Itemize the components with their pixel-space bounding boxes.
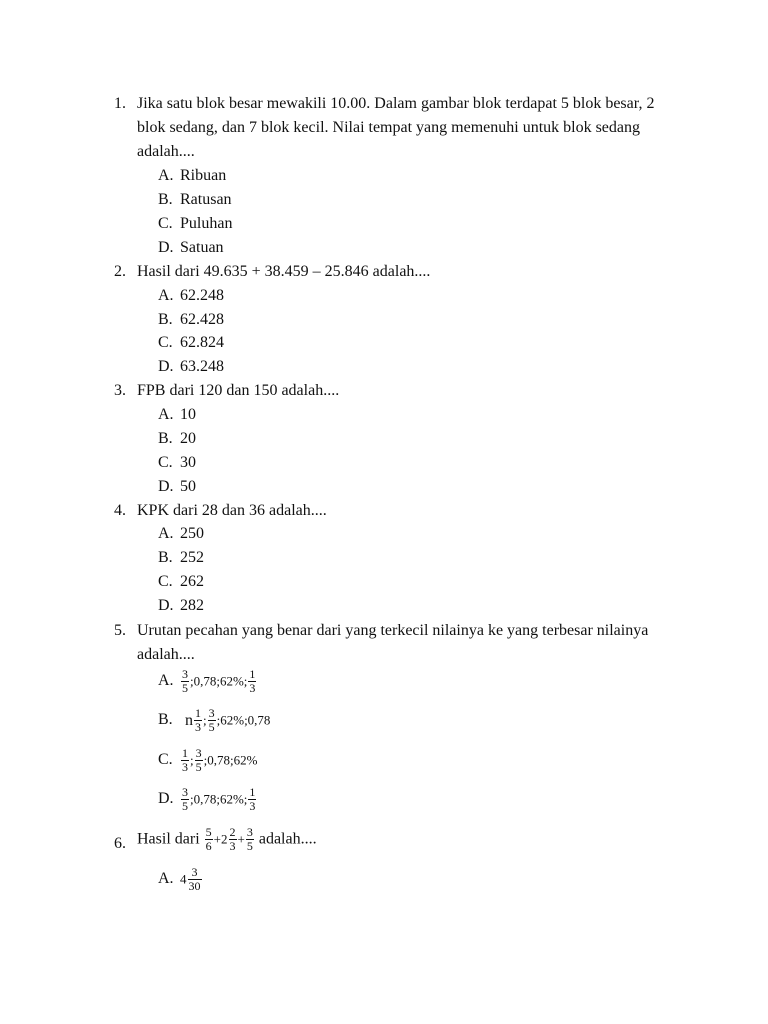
- option-text: Satuan: [180, 239, 224, 256]
- option-sequence-text: ;: [190, 752, 194, 768]
- question-text: KPK dari 28 dan 36 adalah....: [137, 502, 327, 519]
- option-b: [158, 308, 224, 332]
- fraction: $\frac{1}{3}$: [195, 706, 201, 734]
- question-text: FPB dari 120 dan 150 adalah....: [137, 382, 340, 399]
- option-text: 62.248: [180, 287, 224, 304]
- fraction: $\frac{1}{3}$: [182, 746, 188, 774]
- option-b: [158, 188, 232, 212]
- fraction: $\frac{3}{5}$: [182, 785, 188, 813]
- option-label: C.: [158, 215, 173, 232]
- option-c: [158, 212, 232, 236]
- question-number: 4.: [114, 502, 126, 519]
- fraction: $\frac{1}{3}$: [249, 785, 256, 813]
- option-text: 30: [180, 454, 196, 471]
- option-d: [158, 475, 196, 499]
- fraction: $\frac{3}{30}$: [188, 865, 201, 893]
- question-number: 1.: [114, 95, 126, 112]
- operator: +2: [213, 831, 228, 847]
- option-label: A.: [158, 525, 174, 542]
- option-d: [158, 236, 224, 260]
- option-sequence-text: ;0,78;62%;: [190, 791, 248, 807]
- option-a: [158, 866, 203, 893]
- option-c: [158, 747, 257, 774]
- question-text-end: adalah....: [258, 830, 317, 848]
- option-label: C.: [158, 454, 173, 471]
- option-label: B.: [158, 430, 173, 447]
- option-sequence-text: ;: [203, 712, 207, 728]
- option-b: [158, 707, 270, 734]
- option-a: [158, 284, 224, 308]
- option-text: 62.428: [180, 311, 224, 328]
- question-text: Hasil dari: [137, 830, 200, 848]
- question-text: Urutan pecahan yang benar dari yang terkecil nilainya ke yang terbesar nilainya adalah....: [137, 622, 649, 663]
- option-b: [158, 427, 196, 451]
- option-label: D.: [158, 597, 174, 614]
- option-text: 50: [180, 478, 196, 495]
- option-label: B.: [158, 191, 173, 208]
- option-text: 250: [180, 525, 204, 542]
- fraction: $\frac{5}{6}$: [205, 825, 212, 853]
- option-text: 262: [180, 573, 204, 590]
- option-d: [158, 355, 224, 379]
- option-label: B.: [158, 311, 173, 328]
- option-text: Ratusan: [180, 191, 232, 208]
- option-d: [158, 786, 257, 813]
- question-expression: [137, 826, 677, 853]
- option-d: [158, 594, 204, 618]
- option-a: [158, 522, 204, 546]
- option-label: D.: [158, 478, 174, 495]
- fraction: $\frac{1}{3}$: [249, 667, 256, 695]
- option-a: [158, 668, 257, 695]
- option-label: B.: [158, 549, 173, 566]
- fraction: $\frac{3}{5}$: [246, 825, 253, 853]
- option-a: [158, 164, 226, 188]
- question-text: Jika satu blok besar mewakili 10.00. Dalam gambar blok terdapat 5 blok besar, 2 blok sedang, dan 7 blok kecil. Nilai tempat yang memenuhi untuk blok sedang adalah....: [137, 95, 655, 160]
- option-label: A.: [158, 870, 174, 888]
- mixed-whole: 4: [180, 871, 187, 887]
- operator: +: [237, 831, 245, 847]
- option-label: A.: [158, 672, 174, 690]
- option-sequence-text: ;0,78;62%;: [190, 673, 248, 689]
- question-number: 3.: [114, 382, 126, 399]
- option-label: A.: [158, 287, 174, 304]
- option-label: C.: [158, 334, 173, 351]
- option-c: [158, 331, 224, 355]
- question-number: 5.: [114, 622, 126, 639]
- option-text: Puluhan: [180, 215, 233, 232]
- option-a: [158, 403, 196, 427]
- option-label: D.: [158, 790, 174, 808]
- fraction: $\frac{3}{5}$: [182, 667, 188, 695]
- option-prefix: n: [185, 711, 193, 729]
- option-sequence-tail: ;62%;0,78: [216, 712, 271, 728]
- option-sequence-tail: ;0,78;62%: [203, 752, 258, 768]
- question-text: Hasil dari 49.635 + 38.459 – 25.846 adalah....: [137, 263, 431, 280]
- option-text: 62.824: [180, 334, 224, 351]
- question-number: 2.: [114, 263, 126, 280]
- option-label: D.: [158, 239, 174, 256]
- option-text: 63.248: [180, 358, 224, 375]
- option-c: [158, 570, 204, 594]
- option-text: 20: [180, 430, 196, 447]
- option-c: [158, 451, 196, 475]
- question-number: 6.: [114, 835, 126, 852]
- option-text: 10: [180, 406, 196, 423]
- option-label: D.: [158, 358, 174, 375]
- fraction: $\frac{2}{3}$: [229, 825, 236, 853]
- fraction: $\frac{3}{5}$: [195, 746, 202, 774]
- option-text: 252: [180, 549, 204, 566]
- option-text: Ribuan: [180, 167, 227, 184]
- option-b: [158, 546, 204, 570]
- fraction: $\frac{3}{5}$: [208, 706, 215, 734]
- option-label: A.: [158, 167, 174, 184]
- option-label: A.: [158, 406, 174, 423]
- option-label: B.: [158, 711, 173, 729]
- option-label: C.: [158, 751, 173, 769]
- option-text: 282: [180, 597, 204, 614]
- option-label: C.: [158, 573, 173, 590]
